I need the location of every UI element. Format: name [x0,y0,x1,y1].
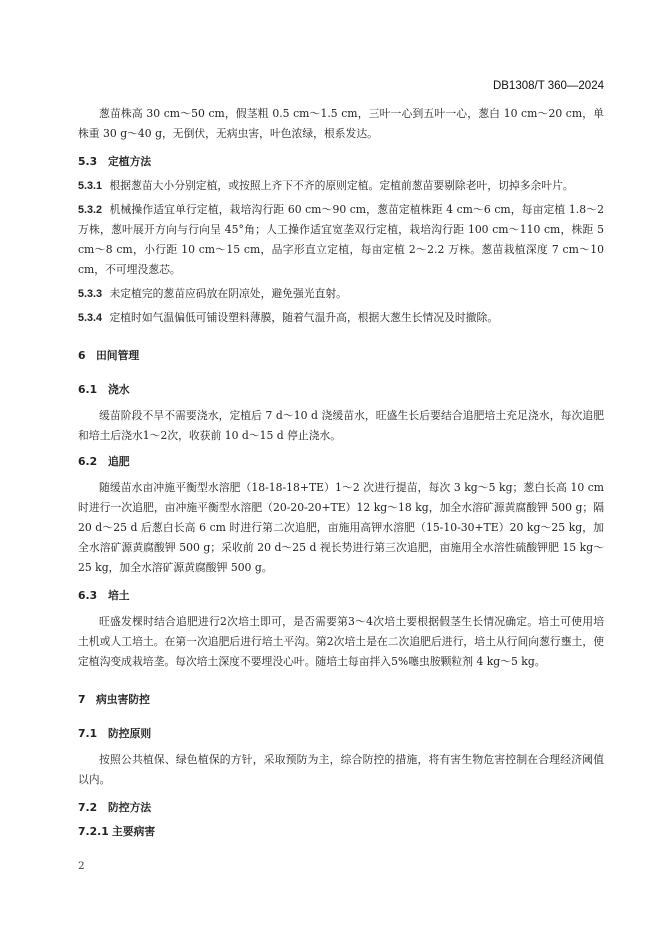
document-body [78,104,604,842]
section-number: 6.2 [78,455,98,468]
seedling-standard-paragraph: 葱苗株高 30 cm～50 cm，假茎粗 0.5 cm～1.5 cm，三叶一心到五叶一心，葱白 10 cm～20 cm，单株重 30 g～40 g，无倒伏，无病虫害，叶色浓绿，根系发达。 [78,107,604,140]
clause-5-3-4 [78,308,604,328]
chapter-number: 6 [78,349,86,362]
section-number: 5.3 [78,155,98,168]
section-number: 7.2 [78,801,98,814]
hilling-paragraph: 旺盛发棵时结合追肥进行2次培土即可，是否需要第3～4次培土要根据假茎生长情况确定。培土可使用培土机或人工培土。在第一次追肥后进行培土平沟。第2次培土是在二次追肥后进行，培土从行间向葱行壅土，使定植沟变成栽培垄。每次培土深度不要埋没心叶。随培土每亩拌入5%噻虫胺颗粒剂 4 kg～5 kg。 [78,615,604,668]
clause-text: 机械操作适宜单行定植，栽培沟行距 60 cm～90 cm，葱苗定植株距 4 cm～6 cm，每亩定植 1.8～2 万株，葱叶展开方向与行向呈 45°角；人工操作适宜宽垄双行定植，栽培沟行距 100 cm～110 cm，株距 5 cm～8 cm，小行距 10 cm～15 cm，品字形直立定植，每亩定植 2～2.2 万株。葱苗栽植深度 7 cm～10 cm，不可埋没葱芯。 [78,203,604,276]
clause-5-3-1 [78,176,604,196]
section-title: 防控方法 [108,801,152,814]
clause-5-3-3 [78,284,604,304]
chapter-title: 田间管理 [96,349,140,362]
clause-text: 定植时如气温偏低可铺设塑料薄膜，随着气温升高，根据大葱生长情况及时撤除。 [109,311,499,324]
section-title: 培土 [108,589,130,602]
clause-text: 根据葱苗大小分别定植，或按照上齐下不齐的原则定植。定植前葱苗要剔除老叶，切掉多余叶片。 [109,179,574,192]
watering-paragraph: 缓苗阶段不旱不需要浇水，定植后 7 d～10 d 浇缓苗水，旺盛生长后要结合追肥培土充足浇水，每次追肥和培土后浇水1～2次，收获前 10 d～15 d 停止浇水。 [78,409,604,442]
section-title: 主要病害 [112,825,156,838]
section-number: 7.1 [78,727,98,740]
chapter-6-heading [78,346,604,366]
section-title: 定植方法 [108,155,152,168]
section-6-1-heading [78,380,604,400]
page-number: 2 [78,860,85,872]
fertilizing-paragraph: 随缓苗水亩冲施平衡型水溶肥（18-18-18+TE）1～2 次进行提苗，每次 3 kg～5 kg；葱白长高 10 cm 时进行一次追肥，亩冲施平衡型水溶肥（20-20-20+TE）12 kg～18 kg，加全水溶矿源黄腐酸钾 500 g；隔 20 d～25 d 后葱白长高 6 cm 时进行第二次追肥，亩施用高钾水溶肥（15-10-30+TE）20 kg～25 kg，加全水溶矿源黄腐酸钾 500 g；采收前 20 d～25 d 视长势进行第三次追肥，亩施用全水溶性硫酸钾肥 15 kg～25 kg，加全水溶矿源黄腐酸钾 500 g。 [78,481,604,574]
section-number: 7.2.1 [78,825,109,838]
clause-number: 5.3.4 [78,312,103,324]
clause-text: 未定植完的葱苗应码放在阴凉处，避免强光直射。 [109,287,347,300]
chapter-number: 7 [78,693,86,706]
section-7-2-heading [78,798,604,818]
clause-number: 5.3.3 [78,288,103,300]
control-principle-paragraph: 按照公共植保、绿色植保的方针，采取预防为主，综合防控的措施，将有害生物危害控制在合理经济阈值以内。 [78,753,604,786]
section-6-3-heading [78,586,604,606]
section-7-2-1-heading [78,822,604,842]
clause-number: 5.3.2 [78,204,103,216]
section-title: 追肥 [108,455,130,468]
section-number: 6.3 [78,589,98,602]
chapter-title: 病虫害防控 [96,693,150,706]
section-number: 6.1 [78,383,98,396]
section-title: 防控原则 [108,727,152,740]
section-5-3-heading [78,152,604,172]
clause-5-3-2 [78,200,604,280]
section-title: 浇水 [108,383,130,396]
document-code: DB1308/T 360—2024 [492,80,604,92]
section-7-1-heading [78,724,604,744]
section-6-2-heading [78,452,604,472]
chapter-7-heading [78,690,604,710]
clause-number: 5.3.1 [78,180,103,192]
